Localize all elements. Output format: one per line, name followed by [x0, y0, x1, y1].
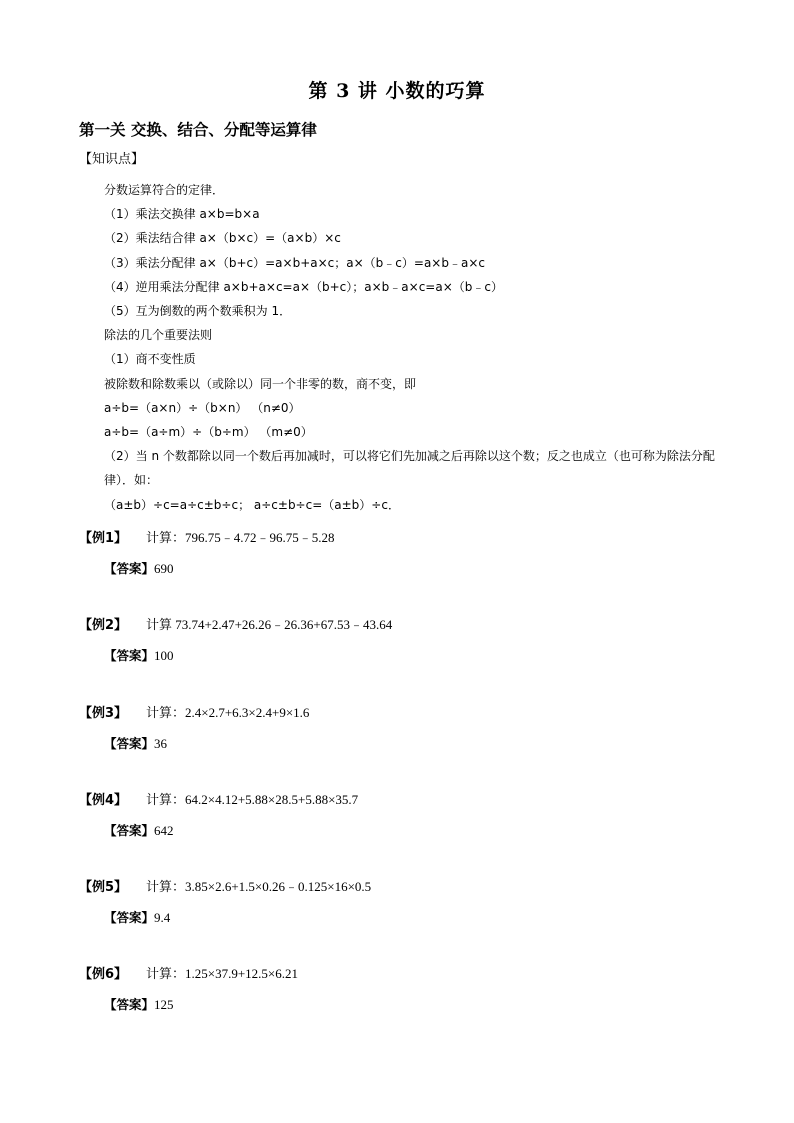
example-label: 【例5】 — [79, 880, 128, 895]
answer-value: 100 — [154, 648, 174, 663]
knowledge-line: 分数运算符合的定律． — [104, 183, 225, 197]
example-label: 【例2】 — [79, 618, 128, 633]
answer-value: 642 — [154, 823, 174, 838]
answer-label: 【答案】 — [104, 561, 155, 576]
answer-value: 36 — [154, 736, 168, 751]
example-question: 计算：3.85×2.6+1.5×0.26﹣0.125×16×0.5 — [146, 879, 372, 894]
page-title: 第 3 讲 小数的巧算 — [308, 80, 486, 102]
knowledge-line: （1）乘法交换律 a×b=b×a — [104, 207, 260, 222]
example-label: 【例4】 — [79, 793, 128, 808]
example-question: 计算 73.74+2.47+26.26﹣26.36+67.53﹣43.64 — [146, 617, 393, 632]
example-2 — [79, 615, 739, 666]
knowledge-line: （2）乘法结合律 a×（b×c）=（a×b）×c — [104, 231, 341, 246]
example-label: 【例3】 — [79, 706, 128, 721]
example-question: 计算：796.75﹣4.72﹣96.75﹣5.28 — [146, 530, 335, 545]
knowledge-line: 除法的几个重要法则 — [104, 328, 213, 343]
answer-value: 690 — [154, 561, 174, 576]
answer-value: 125 — [154, 997, 174, 1012]
answer-label: 【答案】 — [104, 823, 155, 838]
knowledge-line: （3）乘法分配律 a×（b+c）=a×b+a×c；a×（b﹣c）=a×b﹣a×c — [104, 255, 485, 270]
knowledge-line: （a±b）÷c=a÷c±b÷c； a÷c±b÷c=（a±b）÷c． — [104, 497, 400, 512]
example-3 — [79, 703, 739, 754]
example-6 — [79, 964, 739, 1015]
example-question: 计算：64.2×4.12+5.88×28.5+5.88×35.7 — [146, 792, 359, 807]
answer-label: 【答案】 — [104, 736, 155, 751]
answer-value: 9.4 — [154, 910, 171, 925]
example-label: 【例6】 — [79, 967, 128, 982]
knowledge-line: a÷b=（a×n）÷（b×n） （n≠0） — [104, 400, 301, 415]
knowledge-line: a÷b=（a÷m）÷（b÷m） （m≠0） — [104, 425, 313, 440]
answer-label: 【答案】 — [104, 648, 155, 663]
example-question: 计算：2.4×2.7+6.3×2.4+9×1.6 — [146, 705, 310, 720]
knowledge-line: （5）互为倒数的两个数乘积为 1． — [104, 304, 292, 319]
answer-label: 【答案】 — [104, 910, 155, 925]
answer-label: 【答案】 — [104, 997, 155, 1012]
example-label: 【例1】 — [79, 531, 128, 546]
knowledge-heading: 【知识点】 — [79, 152, 145, 167]
section-title: 第一关 交换、结合、分配等运算律 — [79, 120, 317, 139]
knowledge-points — [104, 178, 744, 517]
example-question: 计算：1.25×37.9+12.5×6.21 — [146, 966, 298, 981]
knowledge-line: 被除数和除数乘以（或除以）同一个非零的数，商不变，即 — [104, 376, 417, 391]
knowledge-line: （1）商不变性质 — [104, 352, 196, 367]
example-4 — [79, 790, 739, 841]
knowledge-line: （4）逆用乘法分配律 a×b+a×c=a×（b+c）；a×b﹣a×c=a×（b﹣c） — [104, 279, 503, 294]
example-5 — [79, 877, 739, 928]
knowledge-line: （2）当 n 个数都除以同一个数后再加减时，可以将它们先加减之后再除以这个数；反之也成立（也可称为除法分配律）．如： — [104, 449, 715, 488]
example-1 — [79, 528, 739, 579]
